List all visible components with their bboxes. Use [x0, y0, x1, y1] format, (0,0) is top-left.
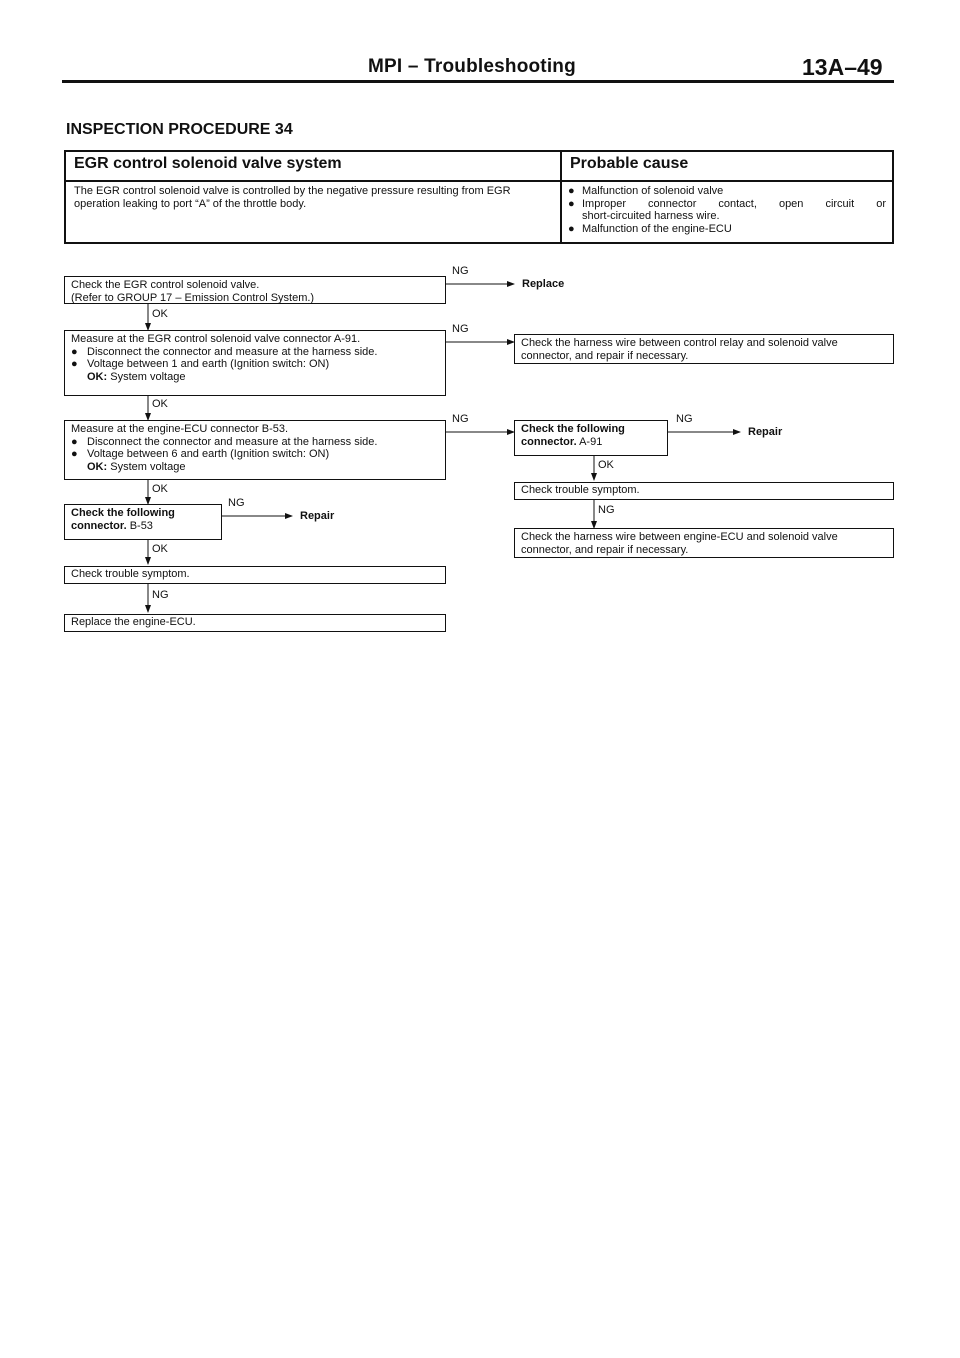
table-right-header: Probable cause	[570, 155, 689, 172]
system-description: The EGR control solenoid valve is controlled by the negative pressure resulting from EGR operation leaking to port “A” of the throttle body.	[74, 185, 511, 210]
result-replace: Replace	[522, 278, 565, 290]
step-bullet: Disconnect the connector and measure at the harness side.	[87, 345, 378, 358]
ng-label: NG	[598, 504, 615, 516]
ng-label: NG	[676, 413, 693, 425]
step-text: Check the harness wire between engine-ECU and solenoid valve	[521, 531, 838, 543]
ok-label: OK	[152, 483, 168, 495]
step-measure-solenoid-connector	[64, 330, 446, 396]
bullet: ●	[568, 222, 575, 235]
procedure-title: INSPECTION PROCEDURE 34	[66, 121, 293, 138]
bullet: ●	[71, 435, 78, 448]
result-repair: Repair	[300, 510, 335, 522]
bullet: ●	[71, 358, 78, 371]
bullet: ●	[568, 185, 575, 197]
ng-label: NG	[228, 497, 245, 509]
result-repair: Repair	[748, 426, 783, 438]
ok-label: OK	[152, 543, 168, 555]
bullet: ●	[71, 448, 78, 461]
step-replace-ecu	[64, 614, 446, 632]
connector-id: B-53	[129, 519, 153, 532]
step-check-solenoid-valve	[64, 276, 446, 304]
ok-label: OK	[152, 398, 168, 410]
step-check-harness-ecu	[514, 528, 894, 558]
step-text: Replace the engine-ECU.	[71, 616, 196, 628]
step-check-connector-b53	[64, 504, 222, 540]
cause-item: Malfunction of the engine-ECU	[582, 222, 732, 235]
step-check-trouble-symptom-right	[514, 482, 894, 500]
ok-criteria-value: System voltage	[110, 460, 186, 473]
ok-criteria-label: OK:	[87, 370, 108, 383]
bullet: ●	[568, 197, 575, 210]
ng-label: NG	[452, 265, 469, 277]
cause-item: Improper connector contact, open circuit or	[582, 197, 886, 210]
ok-label: OK	[152, 308, 168, 320]
cause-item-continued: short-circuited harness wire.	[582, 210, 720, 222]
ok-criteria-value: System voltage	[110, 370, 186, 383]
ng-label: NG	[152, 589, 169, 601]
step-text: connector, and repair if necessary.	[521, 349, 689, 362]
step-text: Check trouble symptom.	[71, 568, 190, 580]
step-text: Check the EGR control solenoid valve.	[71, 279, 260, 291]
step-text: connector.	[71, 519, 127, 532]
step-text: Check the following	[71, 507, 175, 519]
step-measure-ecu-connector	[64, 420, 446, 480]
step-check-connector-a91	[514, 420, 668, 456]
table-left-header: EGR control solenoid valve system	[74, 155, 342, 172]
header-title: MPI – Troubleshooting	[368, 56, 576, 77]
ok-label: OK	[598, 459, 614, 471]
bullet: ●	[71, 345, 78, 358]
step-text: Check the following	[521, 423, 625, 435]
page-number: 13A–49	[802, 54, 883, 80]
step-check-trouble-symptom	[64, 566, 446, 584]
step-text: Measure at the engine-ECU connector B-53.	[71, 423, 289, 435]
step-text: connector.	[521, 435, 577, 448]
step-text: Check the harness wire between control relay and solenoid valve	[521, 337, 838, 349]
step-text: (Refer to GROUP 17 – Emission Control System.)	[71, 291, 315, 304]
cause-item: Malfunction of solenoid valve	[582, 185, 724, 197]
ok-criteria-label: OK:	[87, 460, 108, 473]
step-text: Check trouble symptom.	[521, 484, 640, 496]
ng-label: NG	[452, 413, 469, 425]
step-check-harness-relay	[514, 334, 894, 364]
connector-id: A-91	[579, 435, 603, 448]
step-text: connector, and repair if necessary.	[521, 543, 689, 556]
ng-label: NG	[452, 323, 469, 335]
step-bullet: Disconnect the connector and measure at the harness side.	[87, 435, 378, 448]
step-text: Measure at the EGR control solenoid valve connector A-91.	[71, 333, 361, 345]
step-bullet: Voltage between 6 and earth (Ignition switch: ON)	[87, 448, 330, 461]
step-bullet: Voltage between 1 and earth (Ignition switch: ON)	[87, 358, 330, 371]
